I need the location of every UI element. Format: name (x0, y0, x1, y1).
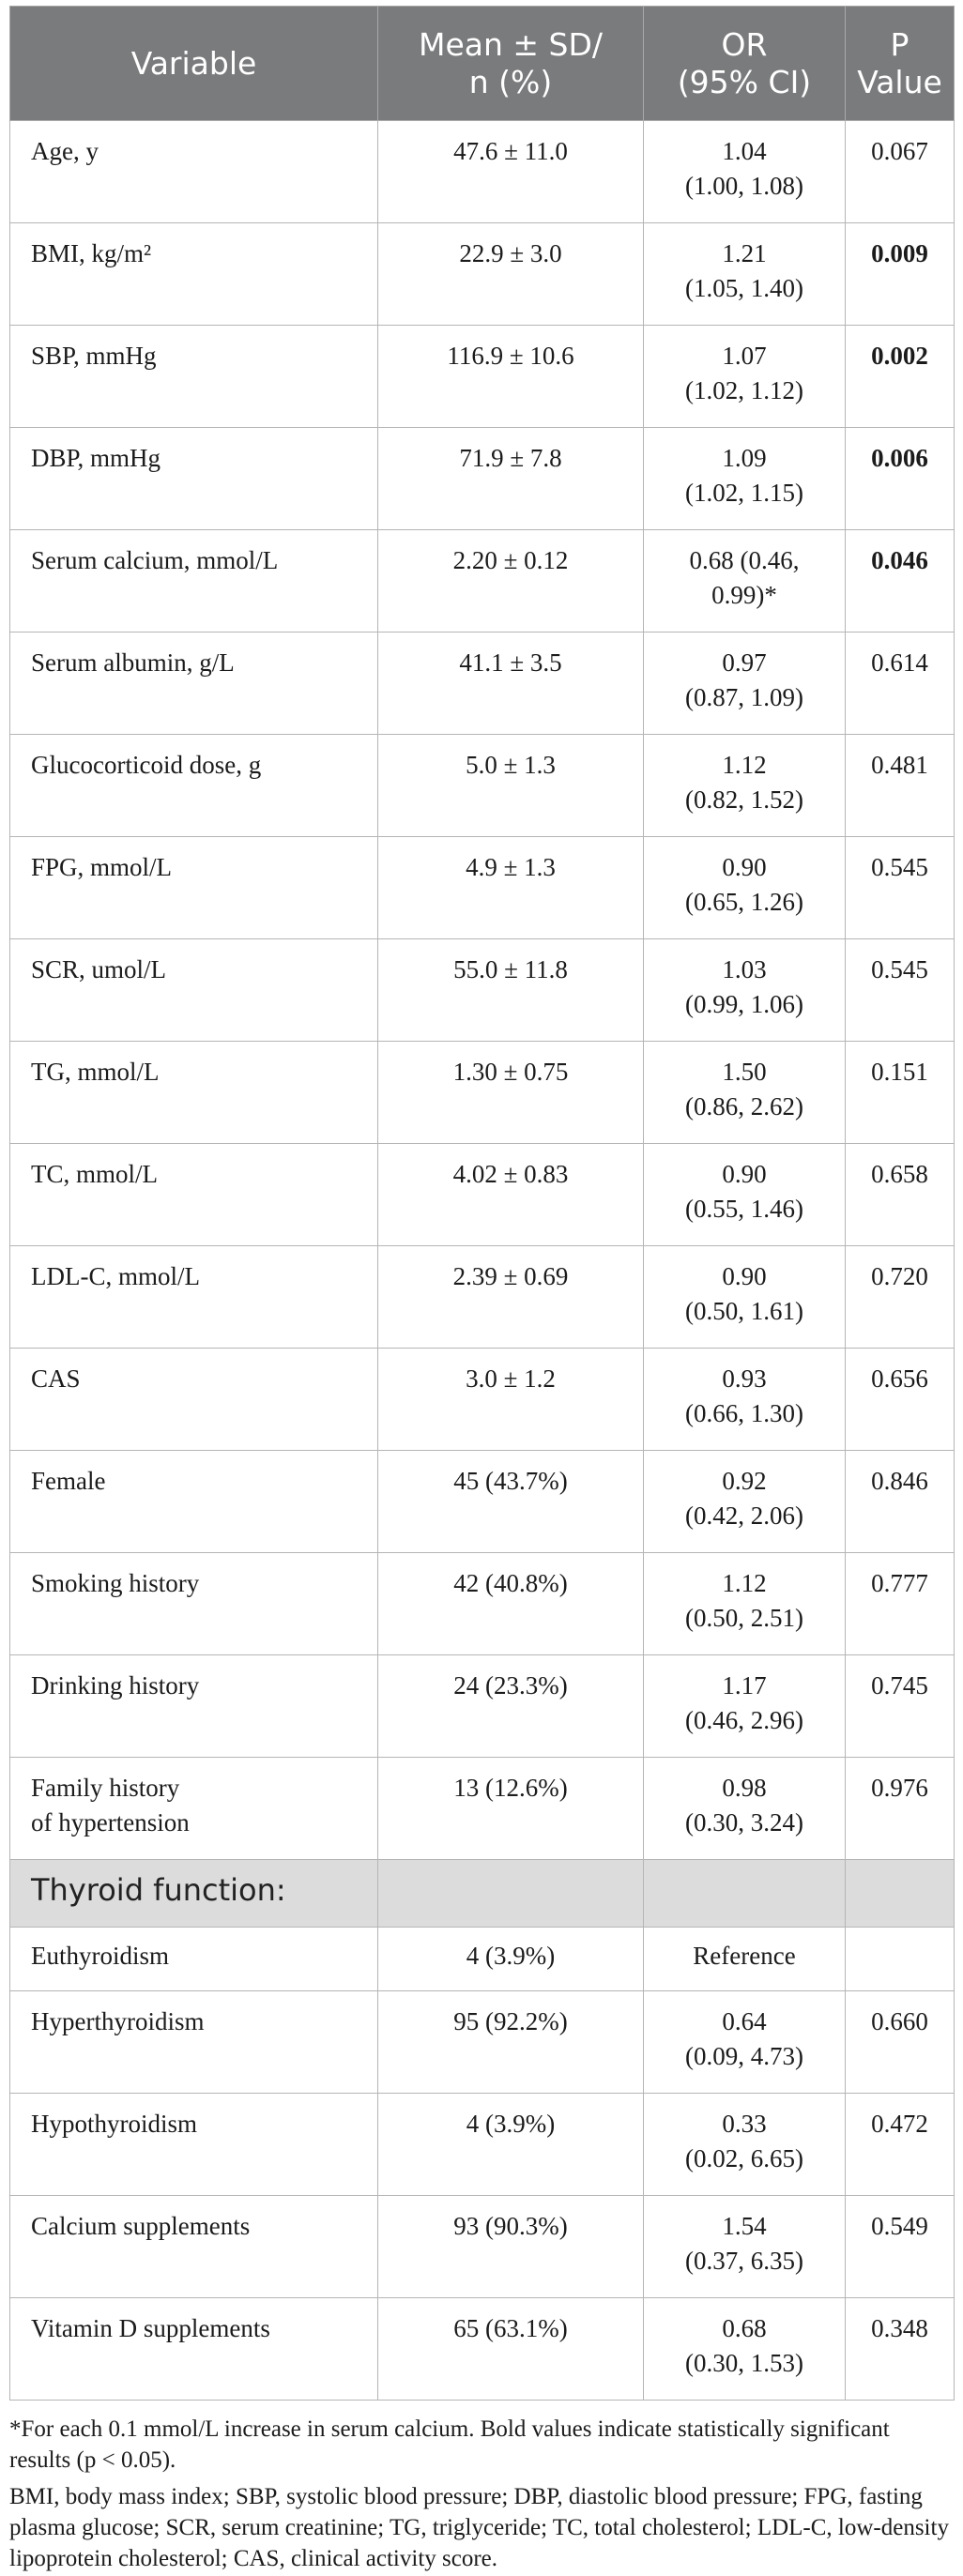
cell-or-ci (644, 1991, 846, 2094)
cell-variable: Hyperthyroidism (10, 1991, 378, 2094)
or-interval: (0.66, 1.30) (685, 1399, 803, 1427)
cell-variable: Serum calcium, mmol/L (10, 530, 378, 633)
table-row (10, 837, 955, 939)
cell-or-ci (644, 1349, 846, 1451)
header-p-value: P Value (846, 7, 955, 121)
or-estimate: 1.03 (722, 955, 767, 983)
table-row (10, 1451, 955, 1553)
cell-mean-sd: 24 (23.3%) (378, 1655, 644, 1758)
cell-p-value: 0.472 (846, 2094, 955, 2196)
or-estimate: 1.21 (722, 239, 767, 267)
cell-p-value: 0.002 (846, 326, 955, 428)
cell-or-ci (644, 735, 846, 837)
or-interval: (0.09, 4.73) (685, 2042, 803, 2070)
header-mean-sd: Mean ± SD/ n (%) (378, 7, 644, 121)
table-row (10, 1553, 955, 1655)
cell-mean-sd: 1.30 ± 0.75 (378, 1042, 644, 1144)
table-row (10, 1991, 955, 2094)
or-estimate: 0.68 (722, 2314, 767, 2342)
cell-mean-sd: 2.39 ± 0.69 (378, 1246, 644, 1349)
or-estimate: 1.12 (722, 751, 767, 779)
cell-p-value: 0.046 (846, 530, 955, 633)
table-row (10, 1042, 955, 1144)
table-row (10, 1144, 955, 1246)
table-footnotes (9, 2414, 954, 2574)
cell-mean-sd: 13 (12.6%) (378, 1758, 644, 1860)
cell-mean-sd: 95 (92.2%) (378, 1991, 644, 2094)
footnote-significance: *For each 0.1 mmol/L increase in serum calcium. Bold values indicate statistically significant results (p < 0.05). (9, 2416, 890, 2473)
header-row (10, 7, 955, 121)
cell-variable: Age, y (10, 121, 378, 223)
or-estimate: 0.97 (722, 648, 767, 677)
or-estimate: 1.17 (722, 1671, 767, 1700)
cell-mean-sd: 2.20 ± 0.12 (378, 530, 644, 633)
cell-p-value: 0.720 (846, 1246, 955, 1349)
table-row (10, 1246, 955, 1349)
or-estimate: 1.54 (722, 2212, 767, 2240)
cell-or-ci (644, 1553, 846, 1655)
or-interval: (0.50, 2.51) (685, 1604, 803, 1632)
section-blank-cell (644, 1860, 846, 1928)
cell-or-ci (644, 428, 846, 530)
table-row (10, 223, 955, 326)
cell-p-value: 0.545 (846, 939, 955, 1042)
cell-mean-sd: 55.0 ± 11.8 (378, 939, 644, 1042)
table-row (10, 121, 955, 223)
cell-or-ci (644, 530, 846, 633)
or-estimate: 1.04 (722, 137, 767, 165)
cell-or-ci (644, 2094, 846, 2196)
cell-or-ci (644, 633, 846, 735)
or-interval: (0.37, 6.35) (685, 2247, 803, 2275)
cell-variable: Glucocorticoid dose, g (10, 735, 378, 837)
cell-variable: LDL-C, mmol/L (10, 1246, 378, 1349)
cell-variable: TC, mmol/L (10, 1144, 378, 1246)
table-row (10, 530, 955, 633)
table-row (10, 2298, 955, 2401)
cell-or-ci (644, 1758, 846, 1860)
cell-or-ci (644, 1928, 846, 1991)
or-estimate: 0.64 (722, 2007, 767, 2035)
cell-or-ci (644, 1655, 846, 1758)
cell-or-ci (644, 939, 846, 1042)
cell-p-value: 0.777 (846, 1553, 955, 1655)
or-interval: (0.50, 1.61) (685, 1297, 803, 1325)
cell-mean-sd: 47.6 ± 11.0 (378, 121, 644, 223)
or-estimate: 0.33 (722, 2110, 767, 2138)
cell-variable: FPG, mmol/L (10, 837, 378, 939)
cell-p-value: 0.067 (846, 121, 955, 223)
or-interval: (0.86, 2.62) (685, 1092, 803, 1120)
cell-p-value: 0.976 (846, 1758, 955, 1860)
section-blank-cell (378, 1860, 644, 1928)
table-row (10, 2094, 955, 2196)
or-estimate: 0.68 (0.46, (689, 546, 800, 574)
cell-mean-sd: 22.9 ± 3.0 (378, 223, 644, 326)
cell-variable: SCR, umol/L (10, 939, 378, 1042)
table-row (10, 326, 955, 428)
cell-or-ci (644, 121, 846, 223)
or-interval: (0.30, 1.53) (685, 2349, 803, 2377)
cell-mean-sd: 41.1 ± 3.5 (378, 633, 644, 735)
or-interval: (0.99, 1.06) (685, 990, 803, 1018)
section-label: Thyroid function: (10, 1860, 378, 1928)
header-or-ci: OR (95% CI) (644, 7, 846, 121)
cell-p-value: 0.846 (846, 1451, 955, 1553)
or-estimate: 1.50 (722, 1058, 767, 1086)
cell-or-ci (644, 1246, 846, 1349)
cell-mean-sd: 4.02 ± 0.83 (378, 1144, 644, 1246)
cell-variable: Smoking history (10, 1553, 378, 1655)
or-interval: (0.55, 1.46) (685, 1195, 803, 1223)
or-interval: (0.42, 2.06) (685, 1501, 803, 1530)
cell-variable: TG, mmol/L (10, 1042, 378, 1144)
cell-variable: SBP, mmHg (10, 326, 378, 428)
cell-p-value: 0.656 (846, 1349, 955, 1451)
table-row (10, 633, 955, 735)
cell-p-value: 0.549 (846, 2196, 955, 2298)
regression-table (9, 6, 955, 2401)
cell-mean-sd: 4 (3.9%) (378, 1928, 644, 1991)
cell-mean-sd: 71.9 ± 7.8 (378, 428, 644, 530)
cell-variable: CAS (10, 1349, 378, 1451)
or-estimate: 0.90 (722, 1160, 767, 1188)
cell-p-value: 0.151 (846, 1042, 955, 1144)
or-estimate: 0.93 (722, 1364, 767, 1393)
cell-or-ci (644, 1451, 846, 1553)
or-estimate: 1.12 (722, 1569, 767, 1597)
table-body (10, 121, 955, 2401)
cell-or-ci (644, 1042, 846, 1144)
cell-p-value (846, 1928, 955, 1991)
cell-variable: Serum albumin, g/L (10, 633, 378, 735)
table-row (10, 1655, 955, 1758)
or-interval: (0.02, 6.65) (685, 2144, 803, 2172)
cell-mean-sd: 5.0 ± 1.3 (378, 735, 644, 837)
section-header-row (10, 1860, 955, 1928)
footnote-abbreviations: BMI, body mass index; SBP, systolic blood pressure; DBP, diastolic blood pressure; FPG, fasting plasma glucose; SCR, serum creatinine; TG, triglyceride; TC, total cholesterol; LDL-C, low-density lipoprotein cholesterol; CAS, clinical activity score. (9, 2484, 949, 2571)
or-estimate: Reference (693, 1942, 796, 1970)
cell-or-ci (644, 2298, 846, 2401)
cell-p-value: 0.006 (846, 428, 955, 530)
or-interval: (1.05, 1.40) (685, 274, 803, 302)
cell-p-value: 0.614 (846, 633, 955, 735)
or-estimate: 0.98 (722, 1774, 767, 1802)
cell-mean-sd: 45 (43.7%) (378, 1451, 644, 1553)
cell-p-value: 0.658 (846, 1144, 955, 1246)
cell-mean-sd: 93 (90.3%) (378, 2196, 644, 2298)
or-interval: (1.02, 1.12) (685, 376, 803, 404)
cell-mean-sd: 4.9 ± 1.3 (378, 837, 644, 939)
or-interval: (0.46, 2.96) (685, 1706, 803, 1734)
cell-mean-sd: 4 (3.9%) (378, 2094, 644, 2196)
table-row (10, 428, 955, 530)
cell-p-value: 0.481 (846, 735, 955, 837)
table-row (10, 1758, 955, 1860)
cell-mean-sd: 3.0 ± 1.2 (378, 1349, 644, 1451)
or-interval: (0.82, 1.52) (685, 785, 803, 814)
cell-variable: Euthyroidism (10, 1928, 378, 1991)
table-row (10, 1928, 955, 1991)
or-interval: (1.00, 1.08) (685, 172, 803, 200)
cell-variable: Female (10, 1451, 378, 1553)
or-interval: (0.30, 3.24) (685, 1808, 803, 1837)
cell-mean-sd: 42 (40.8%) (378, 1553, 644, 1655)
table-row (10, 939, 955, 1042)
cell-p-value: 0.660 (846, 1991, 955, 2094)
cell-or-ci (644, 2196, 846, 2298)
header-variable: Variable (10, 7, 378, 121)
table-row (10, 735, 955, 837)
cell-variable: DBP, mmHg (10, 428, 378, 530)
cell-variable: BMI, kg/m² (10, 223, 378, 326)
or-interval: 0.99)* (711, 581, 777, 609)
table-row (10, 2196, 955, 2298)
section-blank-cell (846, 1860, 955, 1928)
cell-variable: Vitamin D supplements (10, 2298, 378, 2401)
cell-or-ci (644, 837, 846, 939)
table-row (10, 1349, 955, 1451)
cell-variable: Family history of hypertension (10, 1758, 378, 1860)
cell-or-ci (644, 326, 846, 428)
cell-variable: Hypothyroidism (10, 2094, 378, 2196)
cell-or-ci (644, 223, 846, 326)
or-interval: (0.65, 1.26) (685, 888, 803, 916)
cell-or-ci (644, 1144, 846, 1246)
or-estimate: 1.07 (722, 342, 767, 370)
or-interval: (0.87, 1.09) (685, 683, 803, 711)
cell-variable: Drinking history (10, 1655, 378, 1758)
cell-p-value: 0.545 (846, 837, 955, 939)
or-estimate: 0.92 (722, 1467, 767, 1495)
cell-mean-sd: 65 (63.1%) (378, 2298, 644, 2401)
or-estimate: 1.09 (722, 444, 767, 472)
or-interval: (1.02, 1.15) (685, 479, 803, 507)
cell-p-value: 0.348 (846, 2298, 955, 2401)
or-estimate: 0.90 (722, 853, 767, 881)
or-estimate: 0.90 (722, 1262, 767, 1290)
cell-p-value: 0.745 (846, 1655, 955, 1758)
cell-variable: Calcium supplements (10, 2196, 378, 2298)
cell-p-value: 0.009 (846, 223, 955, 326)
cell-mean-sd: 116.9 ± 10.6 (378, 326, 644, 428)
